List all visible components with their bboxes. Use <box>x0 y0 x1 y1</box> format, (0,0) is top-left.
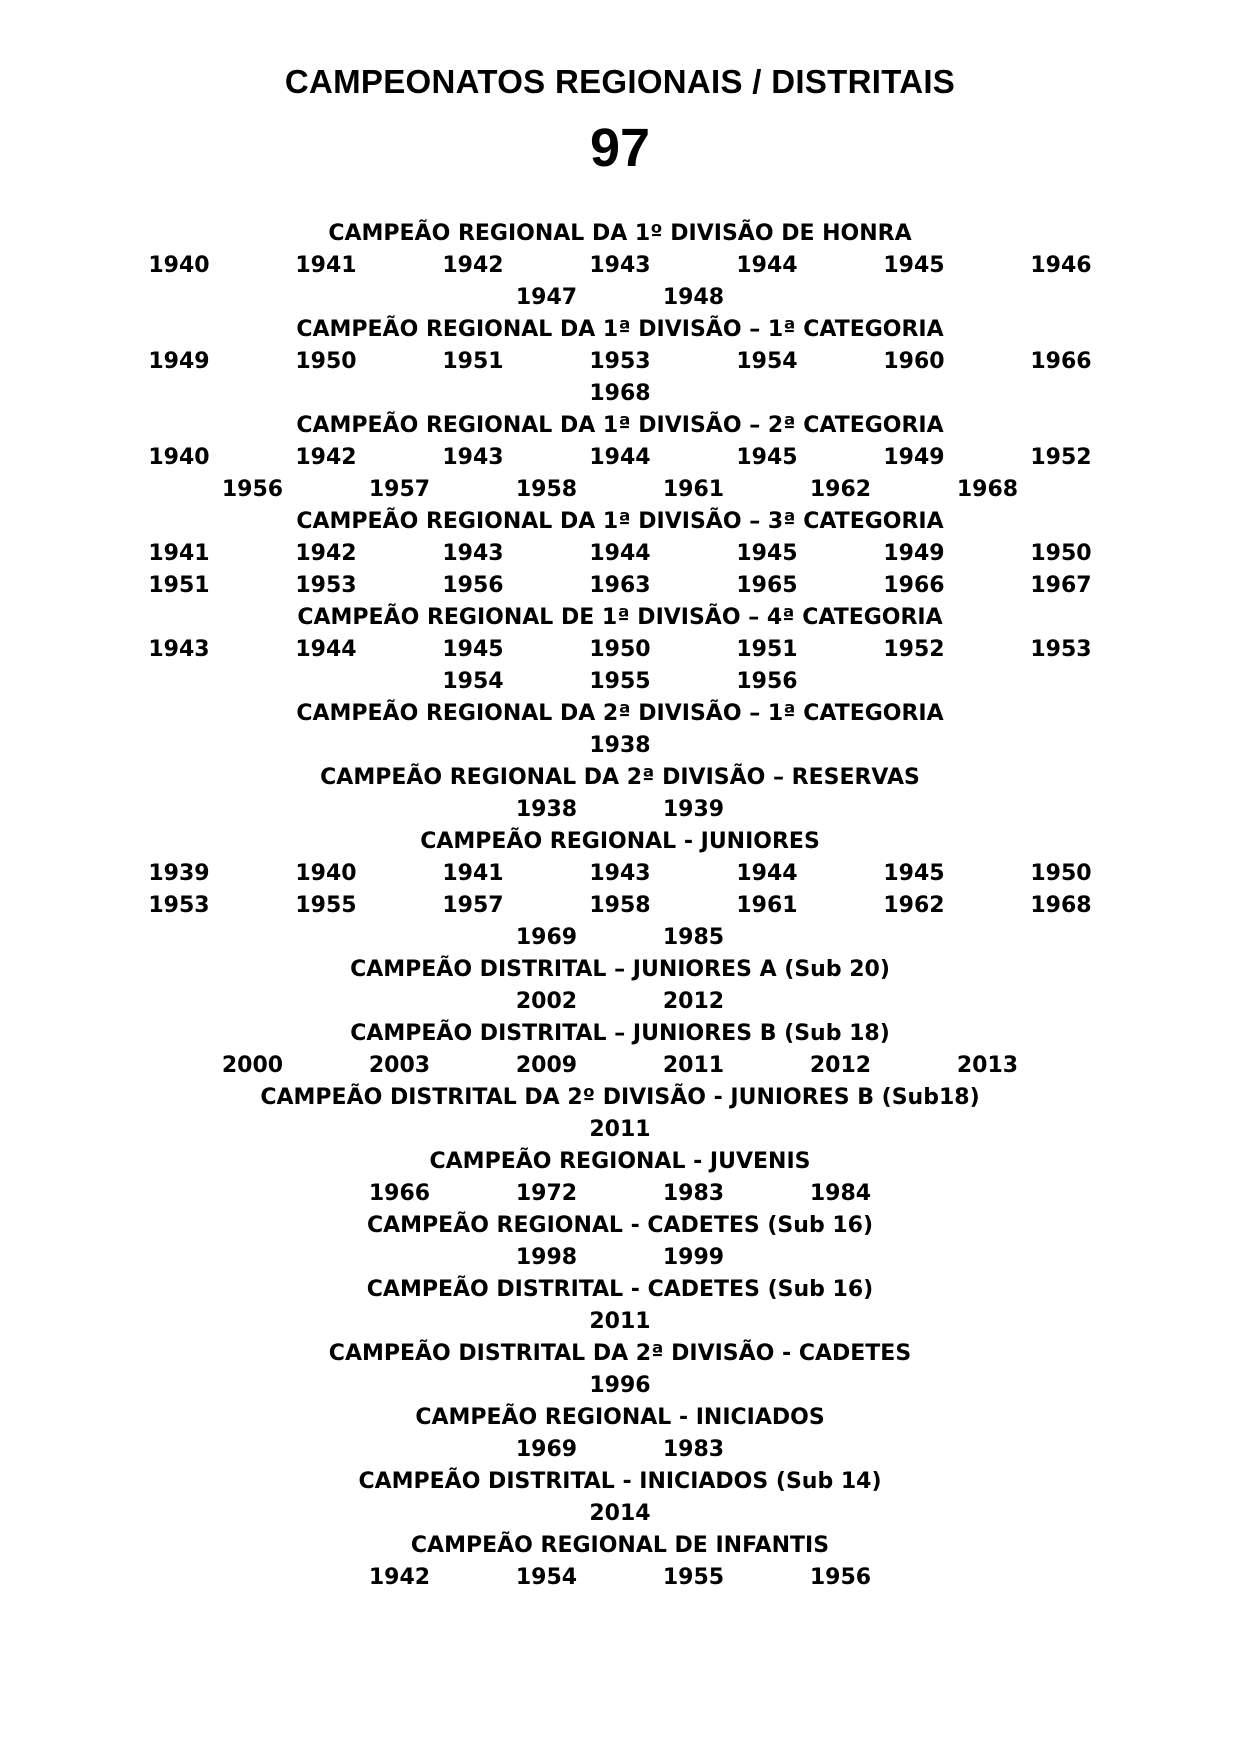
year-entry: 1969 <box>515 925 578 950</box>
page-title: CAMPEONATOS REGIONAIS / DISTRITAIS <box>284 63 956 100</box>
year-entry: 1953 <box>1030 637 1092 662</box>
year-entry: 1953 <box>295 573 357 598</box>
section-heading: CAMPEÃO DISTRITAL – JUNIORES B (Sub 18) <box>350 1021 890 1046</box>
championship-list <box>0 218 1240 1594</box>
year-row <box>0 282 1240 314</box>
year-entry: 1958 <box>515 477 578 502</box>
year-entry: 1983 <box>662 1437 725 1462</box>
year-row <box>0 346 1240 378</box>
year-entry: 1945 <box>736 541 798 566</box>
year-entry: 1949 <box>148 349 210 374</box>
year-row <box>0 1242 1240 1274</box>
year-entry: 1957 <box>368 477 431 502</box>
year-entry: 1952 <box>883 637 945 662</box>
section-heading: CAMPEÃO DISTRITAL DA 2º DIVISÃO - JUNIORES B (Sub18) <box>260 1085 980 1110</box>
year-entry: 2011 <box>662 1053 725 1078</box>
year-row <box>0 1434 1240 1466</box>
year-entry: 1953 <box>589 349 651 374</box>
section-heading: CAMPEÃO REGIONAL - CADETES (Sub 16) <box>366 1213 874 1238</box>
year-entry: 1965 <box>736 573 798 598</box>
year-entry: 1939 <box>662 797 725 822</box>
year-row <box>0 986 1240 1018</box>
year-entry: 1998 <box>515 1245 578 1270</box>
year-entry: 1941 <box>295 253 357 278</box>
section-heading: CAMPEÃO DISTRITAL - CADETES (Sub 16) <box>366 1277 874 1302</box>
section-heading: CAMPEÃO REGIONAL DA 1ª DIVISÃO – 2ª CATEGORIA <box>296 413 944 438</box>
year-row <box>0 442 1240 474</box>
year-entry: 1950 <box>295 349 357 374</box>
year-entry: 1952 <box>1030 445 1092 470</box>
year-row <box>0 1562 1240 1594</box>
section-heading: CAMPEÃO REGIONAL DE 1ª DIVISÃO – 4ª CATEGORIA <box>297 605 943 630</box>
year-entry: 1944 <box>589 541 651 566</box>
year-entry: 1957 <box>442 893 504 918</box>
year-entry: 1943 <box>442 445 504 470</box>
year-entry: 1951 <box>736 637 798 662</box>
year-entry: 1944 <box>736 253 798 278</box>
year-entry: 1958 <box>589 893 651 918</box>
year-entry: 2011 <box>589 1117 651 1142</box>
year-row <box>0 474 1240 506</box>
section-heading: CAMPEÃO DISTRITAL – JUNIORES A (Sub 20) <box>350 957 890 982</box>
section-heading: CAMPEÃO REGIONAL - JUNIORES <box>420 829 820 854</box>
year-entry: 1963 <box>589 573 651 598</box>
year-entry: 1948 <box>662 285 725 310</box>
year-row <box>0 858 1240 890</box>
year-entry: 1968 <box>589 381 651 406</box>
year-entry: 1938 <box>589 733 651 758</box>
year-entry: 1949 <box>883 445 945 470</box>
section-heading: CAMPEÃO REGIONAL DA 2ª DIVISÃO – RESERVAS <box>320 765 920 790</box>
year-row <box>0 1050 1240 1082</box>
year-entry: 1951 <box>148 573 210 598</box>
year-entry: 1945 <box>736 445 798 470</box>
year-entry: 1954 <box>736 349 798 374</box>
year-entry: 1962 <box>883 893 945 918</box>
year-entry: 1999 <box>662 1245 725 1270</box>
year-entry: 1956 <box>221 477 284 502</box>
year-row <box>0 794 1240 826</box>
section-heading: CAMPEÃO REGIONAL DA 2ª DIVISÃO – 1ª CATEGORIA <box>296 701 944 726</box>
year-entry: 1953 <box>148 893 210 918</box>
year-entry: 1949 <box>883 541 945 566</box>
year-entry: 1967 <box>1030 573 1092 598</box>
year-row <box>0 570 1240 602</box>
year-entry: 1942 <box>295 445 357 470</box>
year-row <box>0 1498 1240 1530</box>
year-entry: 1984 <box>809 1181 872 1206</box>
year-entry: 1942 <box>368 1565 431 1590</box>
year-entry: 1947 <box>515 285 578 310</box>
year-entry: 1956 <box>736 669 798 694</box>
year-row <box>0 1178 1240 1210</box>
year-row <box>0 378 1240 410</box>
year-entry: 1972 <box>515 1181 578 1206</box>
year-entry: 1945 <box>883 253 945 278</box>
year-entry: 1950 <box>1030 861 1092 886</box>
year-entry: 1954 <box>442 669 504 694</box>
year-entry: 1940 <box>148 445 210 470</box>
year-entry: 1950 <box>1030 541 1092 566</box>
section-heading: CAMPEÃO DISTRITAL DA 2ª DIVISÃO - CADETES <box>328 1341 912 1366</box>
year-entry: 1962 <box>809 477 872 502</box>
year-entry: 1955 <box>295 893 357 918</box>
year-row <box>0 250 1240 282</box>
year-row <box>0 890 1240 922</box>
year-entry: 1945 <box>442 637 504 662</box>
year-entry: 1943 <box>589 861 651 886</box>
year-entry: 1968 <box>1030 893 1092 918</box>
year-entry: 2011 <box>589 1309 651 1334</box>
year-entry: 1969 <box>515 1437 578 1462</box>
year-row <box>0 1370 1240 1402</box>
year-entry: 1956 <box>809 1565 872 1590</box>
year-entry: 1943 <box>442 541 504 566</box>
year-row <box>0 634 1240 666</box>
year-entry: 2000 <box>221 1053 284 1078</box>
year-row <box>0 730 1240 762</box>
year-entry: 1985 <box>662 925 725 950</box>
year-entry: 1944 <box>589 445 651 470</box>
year-entry: 1966 <box>1030 349 1092 374</box>
year-entry: 1938 <box>515 797 578 822</box>
year-entry: 1942 <box>295 541 357 566</box>
year-entry: 1954 <box>515 1565 578 1590</box>
year-entry: 1960 <box>883 349 945 374</box>
year-entry: 1966 <box>368 1181 431 1206</box>
year-entry: 2002 <box>515 989 578 1014</box>
year-entry: 1968 <box>956 477 1019 502</box>
year-row <box>0 666 1240 698</box>
year-entry: 2009 <box>515 1053 578 1078</box>
year-entry: 1944 <box>736 861 798 886</box>
year-entry: 1943 <box>148 637 210 662</box>
year-entry: 1940 <box>148 253 210 278</box>
year-row <box>0 1114 1240 1146</box>
section-heading: CAMPEÃO REGIONAL DA 1º DIVISÃO DE HONRA <box>328 221 912 246</box>
year-entry: 1983 <box>662 1181 725 1206</box>
year-entry: 1941 <box>148 541 210 566</box>
year-entry: 1939 <box>148 861 210 886</box>
year-entry: 1941 <box>442 861 504 886</box>
section-heading: CAMPEÃO REGIONAL - INICIADOS <box>415 1405 825 1430</box>
year-row <box>0 538 1240 570</box>
year-entry: 2003 <box>368 1053 431 1078</box>
year-entry: 1966 <box>883 573 945 598</box>
year-entry: 1943 <box>589 253 651 278</box>
year-entry: 1946 <box>1030 253 1092 278</box>
year-row <box>0 1306 1240 1338</box>
year-entry: 1996 <box>589 1373 651 1398</box>
year-entry: 1944 <box>295 637 357 662</box>
year-entry: 1950 <box>589 637 651 662</box>
year-entry: 2013 <box>956 1053 1019 1078</box>
year-entry: 1942 <box>442 253 504 278</box>
year-row <box>0 922 1240 954</box>
year-entry: 1956 <box>442 573 504 598</box>
year-entry: 2012 <box>662 989 725 1014</box>
section-heading: CAMPEÃO REGIONAL - JUVENIS <box>429 1149 811 1174</box>
year-entry: 1940 <box>295 861 357 886</box>
year-entry: 1961 <box>736 893 798 918</box>
year-entry: 2012 <box>809 1053 872 1078</box>
year-entry: 1951 <box>442 349 504 374</box>
year-entry: 1945 <box>883 861 945 886</box>
year-entry: 2014 <box>589 1501 651 1526</box>
year-entry: 1955 <box>589 669 651 694</box>
section-heading: CAMPEÃO REGIONAL DA 1ª DIVISÃO – 1ª CATEGORIA <box>296 317 944 342</box>
year-entry: 1961 <box>662 477 725 502</box>
section-heading: CAMPEÃO REGIONAL DE INFANTIS <box>410 1533 830 1558</box>
year-entry: 1955 <box>662 1565 725 1590</box>
section-heading: CAMPEÃO REGIONAL DA 1ª DIVISÃO – 3ª CATEGORIA <box>296 509 944 534</box>
page-number: 97 <box>589 118 651 178</box>
section-heading: CAMPEÃO DISTRITAL - INICIADOS (Sub 14) <box>358 1469 882 1494</box>
